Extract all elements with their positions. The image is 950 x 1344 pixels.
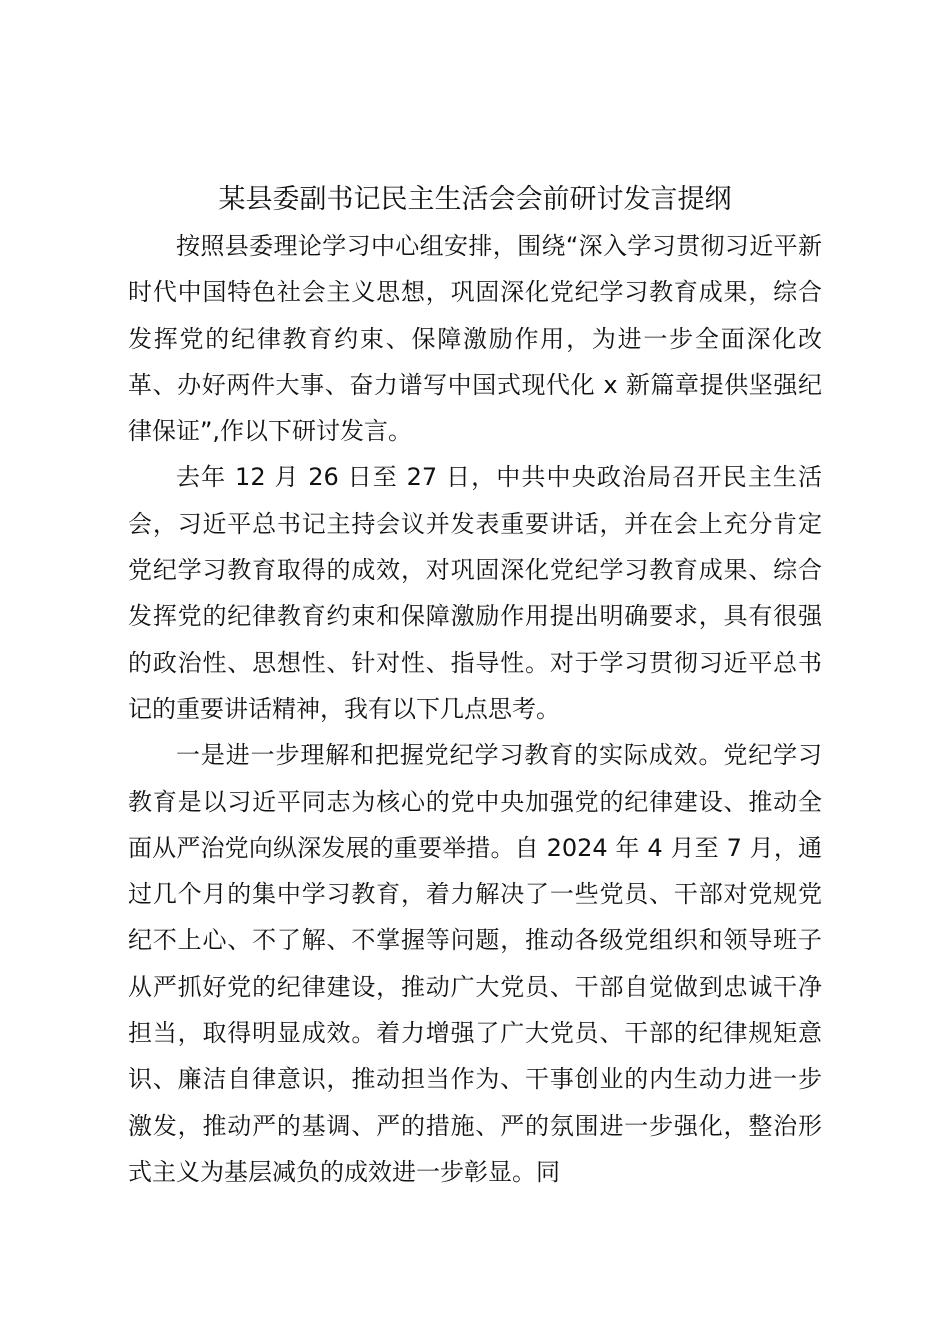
paragraph-point-one: 一是进一步理解和把握党纪学习教育的实际成效。党纪学习教育是以习近平同志为核心的党中央加强党的纪律建设、推动全面从严治党向纵深发展的重要举措。自 2024 年 4 月至 7 月，通过几个月的集中学习教育，着力解决了一些党员、干部对党规党纪不上心、不了解、不掌握等问题，推动各级党组织和领导班子从严抓好党的纪律建设，推动广大党员、干部自觉做到忠诚干净担当，取得明显成效。着力增强了广大党员、干部的纪律规矩意识、廉洁自律意识，推动担当作为、干事创业的内生动力进一步激发，推动严的基调、严的措施、严的氛围进一步强化，整治形式主义为基层减负的成效进一步彰显。同 bbox=[128, 741, 822, 1186]
document-body bbox=[128, 223, 822, 1195]
paragraph-intro: 按照县委理论学习中心组安排，围绕“深入学习贯彻习近平新时代中国特色社会主义思想，巩固深化党纪学习教育成果，综合发挥党的纪律教育约束、保障激励作用，为进一步全面深化改革、办好两件大事、奋力谱写中国式现代化 x 新篇章提供坚强纪律保证”,作以下研讨发言。 bbox=[128, 232, 822, 446]
document-title: 某县委副书记民主生活会会前研讨发言提纲 bbox=[218, 184, 732, 215]
paragraph-background: 去年 12 月 26 日至 27 日，中共中央政治局召开民主生活会，习近平总书记主持会议并发表重要讲话，并在会上充分肯定党纪学习教育取得的成效，对巩固深化党纪学习教育成果、综合发挥党的纪律教育约束和保障激励作用提出明确要求，具有很强的政治性、思想性、针对性、指导性。对于学习贯彻习近平总书记的重要讲话精神，我有以下几点思考。 bbox=[128, 463, 822, 723]
